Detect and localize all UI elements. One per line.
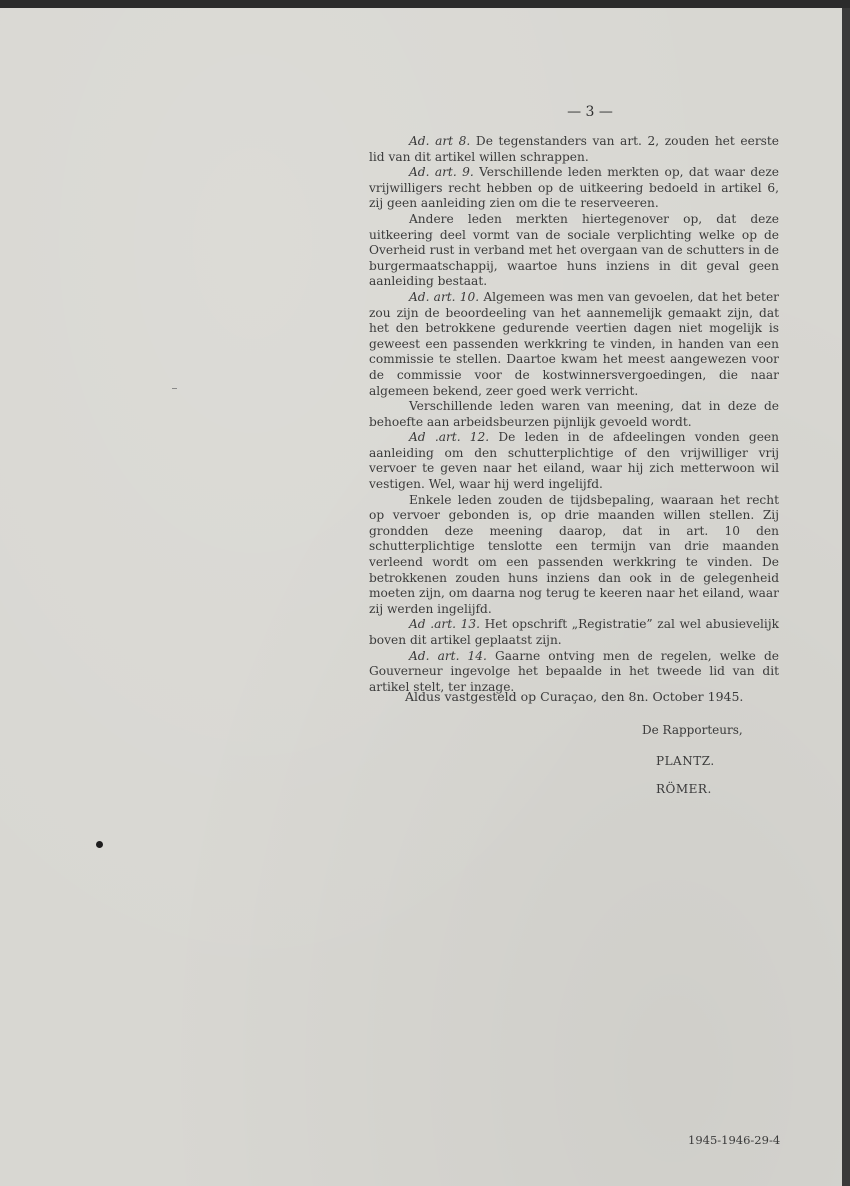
article-reference: Ad. art. 9. bbox=[409, 165, 474, 180]
paragraph-text: Verschillende leden merkten op, dat waar deze vrijwilligers recht hebben op de uitkeering bedoeld in artikel 6, zij geen aanleiding zien om die te reserveeren. bbox=[369, 165, 780, 211]
signatory-plantz: PLANTZ. bbox=[656, 754, 715, 768]
margin-tick-mark bbox=[172, 388, 177, 389]
paragraph-ad-art-9 bbox=[369, 165, 779, 212]
paragraph-text: Het opschrift „Registratie” zal wel abusievelijk boven dit artikel geplaatst zijn. bbox=[369, 617, 779, 647]
article-reference: Ad .art. 12. bbox=[409, 430, 490, 445]
scan-edge bbox=[842, 8, 850, 1186]
body-text bbox=[369, 134, 779, 695]
article-reference: Ad. art. 14. bbox=[409, 648, 487, 663]
ink-dot-mark bbox=[96, 841, 103, 848]
signoff-line: Aldus vastgesteld op Curaçao, den 8n. October 1945. bbox=[405, 689, 744, 704]
paragraph-text: Algemeen was men van gevoelen, dat het beter zou zijn de beoordeeling van het aannemelijk gemaakt zijn, dat het den betrokkene gedurende veertien dagen niet mogelijk is geweest een passenden werkkring te vinden, in handen van een commissie te stellen. Daartoe kwam het meest aangewezen voor de commissie voor de kostwinnersvergoedingen, die naar algemeen bekend, zeer goed werk verricht. bbox=[369, 289, 779, 398]
rapporteurs-label: De Rapporteurs, bbox=[642, 723, 743, 737]
article-reference: Ad. art 8. bbox=[409, 134, 471, 148]
page-number: — 3 — bbox=[567, 104, 613, 120]
paragraph-verschillende-leden bbox=[369, 399, 779, 430]
paragraph-text: Enkele leden zouden de tijdsbepaling, waaraan het recht op vervoer gebonden is, op drie maanden willen stellen. Zij grondden deze meening daarop, dat in art. 10 den schutterplichtige tenslotte een termijn van drie maanden verleend wordt om een passenden werkkring te vinden. De betrokkenen zouden huns inziens dan ook in de gelegenheid moeten zijn, om daarna nog terug te keeren naar het eiland, waar zij werden ingelijfd. bbox=[369, 492, 779, 616]
paragraph-text: Gaarne ontving men de regelen, welke de Gouverneur ingevolge het bepaalde in het tweede lid van dit artikel stelt, ter inzage. bbox=[369, 648, 780, 694]
paragraph-ad-art-13 bbox=[369, 617, 779, 648]
paragraph-ad-art-10 bbox=[369, 290, 779, 399]
paragraph-text: Verschillende leden waren van meening, dat in deze de behoefte aan arbeidsbeurzen pijnlijk gevoeld wordt. bbox=[369, 399, 779, 429]
article-reference: Ad. art. 10. bbox=[409, 289, 480, 304]
document-code: 1945-1946-29-4 bbox=[688, 1133, 781, 1147]
paragraph-text: De tegenstanders van art. 2, zouden het eerste lid van dit artikel willen schrappen. bbox=[369, 134, 780, 164]
signatory-romer: RÖMER. bbox=[656, 782, 712, 796]
paragraph-text: Andere leden merkten hiertegenover op, dat deze uitkeering deel vormt van de sociale verplichting welke op de Overheid rust in verband met het overgaan van de schutters in de burgermaatschappij, waartoe huns inziens in dit geval geen aanleiding bestaat. bbox=[369, 211, 779, 289]
paragraph-ad-art-8 bbox=[369, 134, 779, 165]
paragraph-andere-leden bbox=[369, 212, 779, 290]
paragraph-text: De leden in de afdeelingen vonden geen aanleiding om den schutterplichtige of den vrijwilliger vrij vervoer te geven naar het eiland, waar hij zich metterwoon wil vestigen. Wel, waar hij werd ingelijfd. bbox=[369, 430, 779, 492]
article-reference: Ad .art. 13. bbox=[409, 617, 480, 632]
paragraph-enkele-leden bbox=[369, 493, 779, 618]
paragraph-ad-art-12 bbox=[369, 430, 779, 492]
